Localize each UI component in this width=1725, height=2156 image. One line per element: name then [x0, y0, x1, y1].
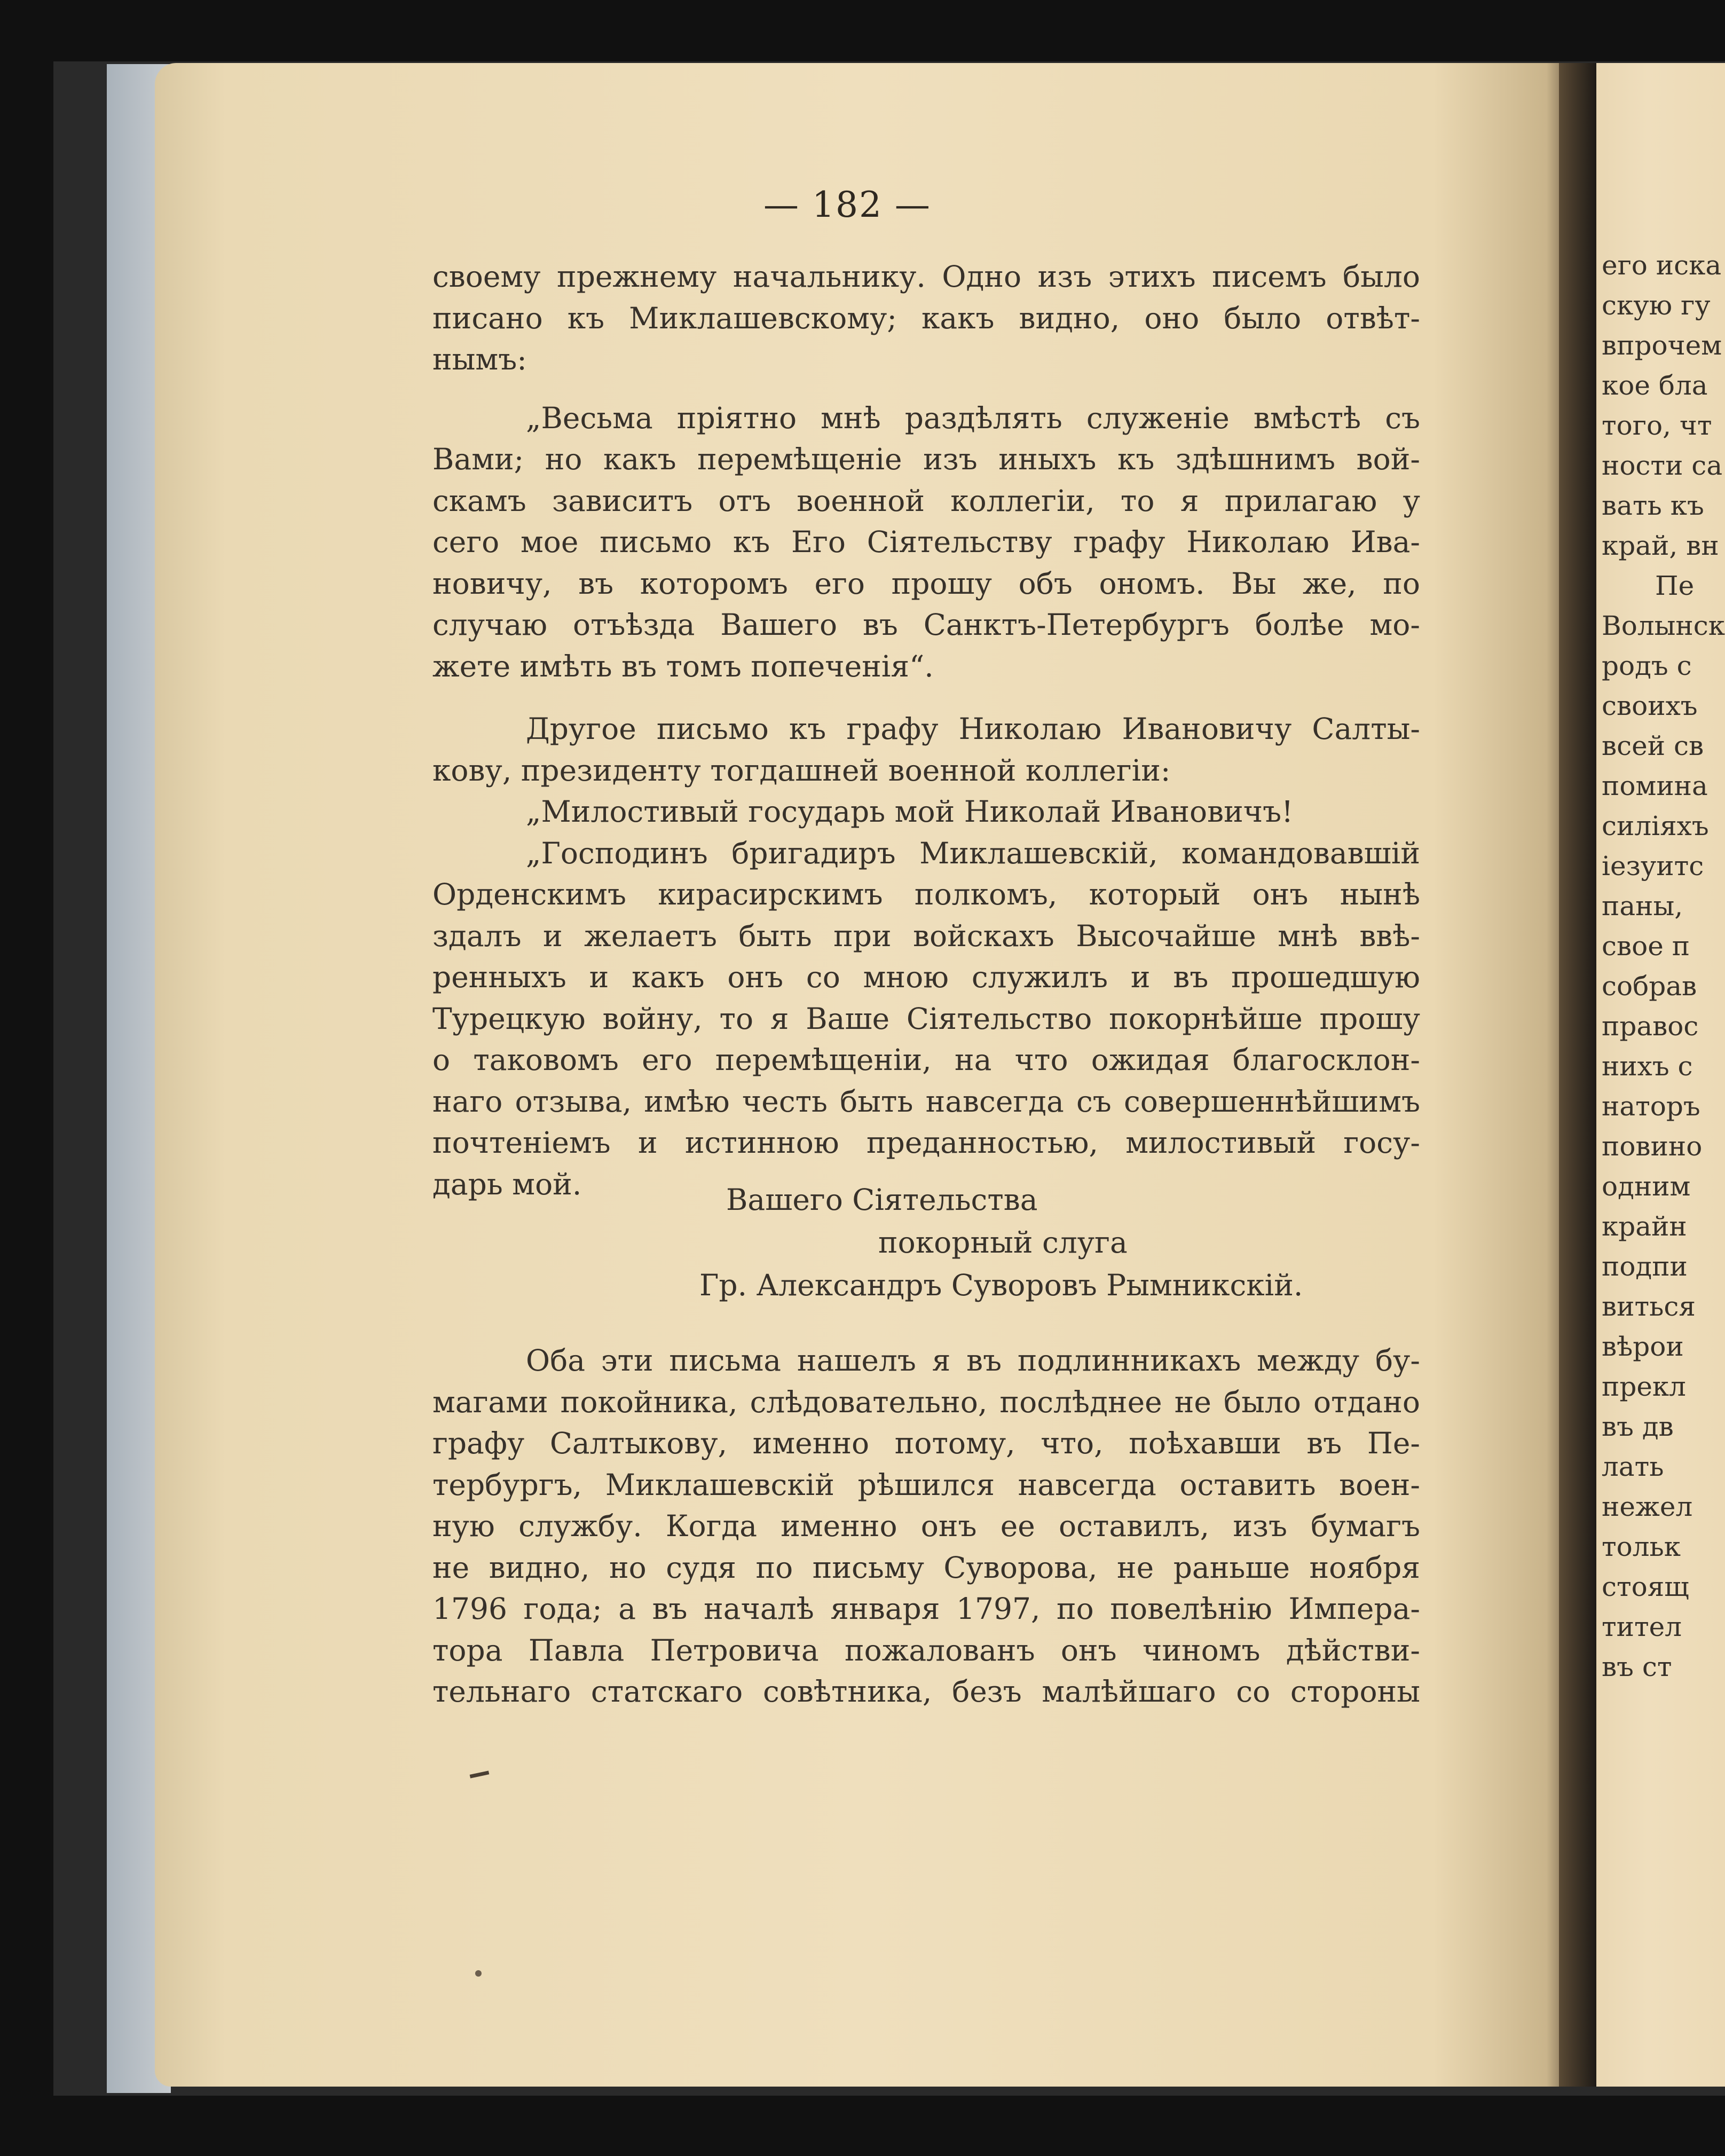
facing-line: стоящ [1602, 1571, 1689, 1602]
facing-line: всей св [1602, 730, 1704, 761]
text-line: тербургъ, Миклашевскій рѣшился навсегда оставить воен- [432, 1467, 1420, 1502]
facing-line: наторъ [1602, 1091, 1700, 1122]
letter-1-line: жете имѣть въ томъ попеченія“. [432, 649, 934, 683]
closing-paragraph [432, 1340, 1420, 1713]
letter-1-line: „Весьма пріятно мнѣ раздѣлять служеніе вмѣстѣ съ [526, 400, 1420, 435]
facing-line: Пе [1655, 570, 1695, 601]
letter-1-line: сего мое письмо къ Его Сіятельству графу Николаю Ива- [432, 525, 1420, 559]
text-line: писано къ Миклашевскому; какъ видно, оно было отвѣт- [432, 301, 1420, 335]
signature-line-2: покорный слуга [878, 1225, 1128, 1260]
facing-line: прекл [1602, 1371, 1686, 1402]
facing-line: скую гу [1602, 290, 1711, 321]
text-line: нымъ: [432, 342, 527, 376]
facing-line: вать къ [1602, 490, 1704, 521]
letter-2-line: ренныхъ и какъ онъ со мною служилъ и въ прошедшую [432, 960, 1420, 994]
facing-line: его иска [1602, 250, 1722, 281]
letter-1-line: скамъ зависитъ отъ военной коллегіи, то я прилагаю у [432, 483, 1420, 518]
main-text [432, 256, 1420, 1205]
facing-line: силіяхъ [1602, 811, 1709, 841]
facing-line: нихъ с [1602, 1051, 1693, 1082]
facing-line: ности са [1602, 450, 1723, 481]
facing-line: свое п [1602, 931, 1690, 962]
text-line: своему прежнему начальнику. Одно изъ этихъ писемъ было [432, 259, 1420, 294]
page-number: — 182 — [763, 184, 931, 225]
facing-line: того, чт [1602, 410, 1712, 441]
facing-line: впрочем [1602, 330, 1722, 361]
signature-line-1: Вашего Сіятельства [726, 1183, 1038, 1217]
letter-2-line: Турецкую войну, то я Ваше Сіятельство покорнѣйше прошу [432, 1001, 1420, 1036]
facing-line: паны, [1602, 891, 1683, 922]
facing-line: тител [1602, 1611, 1682, 1642]
facing-page-text [1602, 246, 1725, 1687]
text-line: Оба эти письма нашелъ я въ подлинникахъ между бу- [526, 1343, 1420, 1378]
text-line: тора Павла Петровича пожалованъ онъ чиномъ дѣйстви- [432, 1633, 1420, 1667]
book-gutter [1559, 63, 1596, 2087]
text-line: ную службу. Когда именно онъ ее оставилъ, изъ бумагъ [432, 1509, 1420, 1543]
facing-line: нежел [1602, 1491, 1693, 1522]
signature-line-3: Гр. Александръ Суворовъ Рымникскій. [699, 1268, 1303, 1302]
letter-2-line: „Господинъ бригадиръ Миклашевскій, командовавшій [526, 836, 1420, 870]
facing-line: тольк [1602, 1531, 1681, 1562]
facing-line: крайн [1602, 1211, 1687, 1242]
letter-2-line: дарь мой. [432, 1167, 582, 1201]
facing-line: подпи [1602, 1251, 1688, 1282]
text-line: не видно, но судя по письму Суворова, не раньше ноября [432, 1550, 1420, 1585]
facing-line: лать [1602, 1451, 1664, 1482]
facing-line: своихъ [1602, 690, 1698, 721]
facing-line: кое бла [1602, 370, 1708, 401]
letter-2-line: Орденскимъ кирасирскимъ полкомъ, который онъ нынѣ [432, 877, 1420, 911]
text-line: Другое письмо къ графу Николаю Ивановичу Салты- [526, 712, 1420, 746]
letter-1-line: Вами; но какъ перемѣщеніе изъ иныхъ къ здѣшнимъ вой- [432, 442, 1420, 476]
facing-line: помина [1602, 770, 1708, 801]
facing-line: одним [1602, 1171, 1691, 1202]
facing-line: родъ с [1602, 650, 1692, 681]
facing-line: повино [1602, 1131, 1703, 1162]
facing-line: правос [1602, 1011, 1699, 1042]
text-line: графу Салтыкову, именно потому, что, поѣхавши въ Пе- [432, 1426, 1420, 1460]
facing-line: вѣрои [1602, 1331, 1684, 1362]
facing-line: виться [1602, 1291, 1696, 1322]
letter-1-line: случаю отъѣзда Вашего въ Санктъ-Петербургъ болѣе мо- [432, 608, 1420, 642]
facing-line: въ ст [1602, 1651, 1672, 1682]
facing-line: въ дв [1602, 1411, 1674, 1442]
letter-2-line: наго отзыва, имѣю честь быть навсегда съ совершеннѣйшимъ [432, 1084, 1420, 1119]
facing-line: іезуитс [1602, 851, 1704, 882]
facing-line: Волынск [1602, 610, 1725, 641]
text-line: кову, президенту тогдашней военной коллегіи: [432, 753, 1171, 788]
text-line: тельнаго статскаго совѣтника, безъ малѣйшаго со стороны [432, 1674, 1420, 1709]
letter-1-line: новичу, въ которомъ его прошу объ ономъ. Вы же, по [432, 566, 1420, 601]
letter-2-line: о таковомъ его перемѣщеніи, на что ожидая благосклон- [432, 1043, 1420, 1077]
text-line: магами покойника, слѣдовательно, послѣднее не было отдано [432, 1384, 1420, 1419]
letter-2-line: здалъ и желаетъ быть при войскахъ Высочайше мнѣ ввѣ- [432, 918, 1420, 953]
facing-line: собрав [1602, 971, 1697, 1002]
text-line: 1796 года; а въ началѣ января 1797, по повелѣнію Импера- [432, 1592, 1420, 1626]
letter-2-salutation: „Милостивый государь мой Николай Ивановичъ! [526, 794, 1294, 829]
facing-line: край, вн [1602, 530, 1719, 561]
letter-2-line: почтеніемъ и истинною преданностью, милостивый госу- [432, 1126, 1420, 1160]
paper-speck [475, 1970, 482, 1977]
